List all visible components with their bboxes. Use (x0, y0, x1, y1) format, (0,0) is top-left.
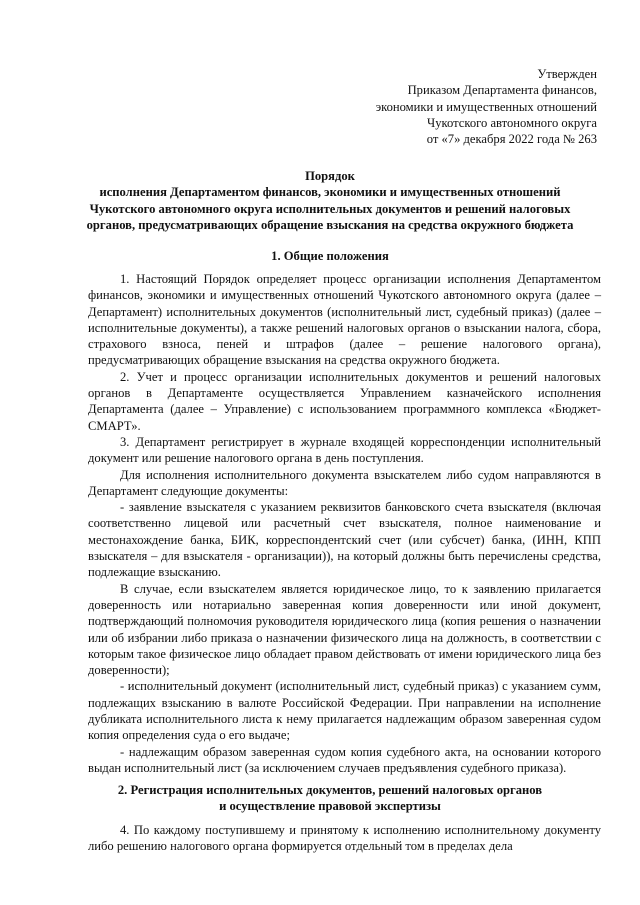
section-1-heading-text: 1. Общие положения (271, 249, 389, 263)
paragraph: - надлежащим образом заверенная судом копия судебного акта, на основании которого выдан исполнительный лист (за исключением случаев предъявления судебного приказа). (88, 744, 601, 775)
paragraph: - заявление взыскателя с указанием реквизитов банковского счета взыскателя (включая соответственно лицевой или расчетный счет взыскателя, полное наименование и местонахождение банка, БИК, корреспондентский счет (или субсчет) банка, (ИНН, КПП взыскателя – для взыскателя - организации)), на который должны быть перечислены средства, подлежащие взысканию. (88, 500, 601, 580)
section-1-body (88, 271, 601, 776)
approval-line-order: Приказом Департамента финансов, (407, 83, 597, 98)
approval-line-date: от «7» декабря 2022 года № 263 (426, 132, 597, 147)
paragraph: Для исполнения исполнительного документа взыскателем либо судом направляются в Департамент следующие документы: (88, 467, 601, 498)
paragraph: - исполнительный документ (исполнительный лист, судебный приказ) с указанием сумм, подлежащих взысканию в валюте Российской Федерации. При направлении на исполнение дубликата исполнительного листа к нему прилагается надлежащим образом заверенная судом копия определения суда о его выдаче; (88, 679, 601, 743)
section-2-heading-line-2: и осуществление правовой экспертизы (219, 799, 441, 814)
approval-stamp (376, 66, 597, 147)
section-2-body (88, 822, 601, 855)
title-line-3: органов, предусматривающих обращение взыскания на средства окружного бюджета (86, 217, 574, 232)
approval-line-region: Чукотского автономного округа (427, 115, 597, 130)
section-2-heading (60, 782, 600, 815)
title-line-2: Чукотского автономного округа исполнительных документов и решений налоговых (89, 201, 571, 216)
section-2-heading-line-1: 2. Регистрация исполнительных документов, решений налоговых органов (117, 783, 543, 797)
document-title (60, 168, 600, 233)
section-1-heading (60, 248, 600, 264)
title-line-1: исполнения Департаментом финансов, экономики и имущественных отношений (99, 185, 561, 200)
paragraph: 3. Департамент регистрирует в журнале входящей корреспонденции исполнительный документ или решение налогового органа в день поступления. (88, 434, 601, 466)
approval-line-approved: Утвержден (537, 67, 597, 81)
title-heading: Порядок (305, 169, 355, 183)
approval-line-department: экономики и имущественных отношений (375, 99, 597, 114)
paragraph: 1. Настоящий Порядок определяет процесс организации исполнения Департаментом финансов, экономики и имущественных отношений Чукотского автономного округа (далее – Департамент) исполнительных документов (исполнительный лист, судебный приказ) (далее – исполнительные документы), а также решений налоговых органов о взыскании налога, сбора, страхового взноса, пеней и штрафов (далее – решение налогового органа), предусматривающих обращение взыскания на средства окружного бюджета. (88, 272, 601, 368)
paragraph: В случае, если взыскателем является юридическое лицо, то к заявлению прилагается доверенность или нотариально заверенная копия доверенности или иной документ, подтверждающий полномочия руководителя юридического лица (копия решения о назначении или об избрании либо приказа о назначении физического лица на должность, в соответствии с которым такое физическое лицо обладает правом действовать от имени юридического лица без доверенности); (88, 581, 601, 678)
paragraph: 2. Учет и процесс организации исполнительных документов и решений налоговых органов в Департаменте осуществляется Управлением казначейского исполнения Департамента (далее – Управление) с использованием программного комплекса «Бюджет-СМАРТ». (88, 369, 601, 433)
paragraph: 4. По каждому поступившему и принятому к исполнению исполнительному документу либо решению налогового органа формируется отдельный том в пределах дела (88, 823, 601, 854)
